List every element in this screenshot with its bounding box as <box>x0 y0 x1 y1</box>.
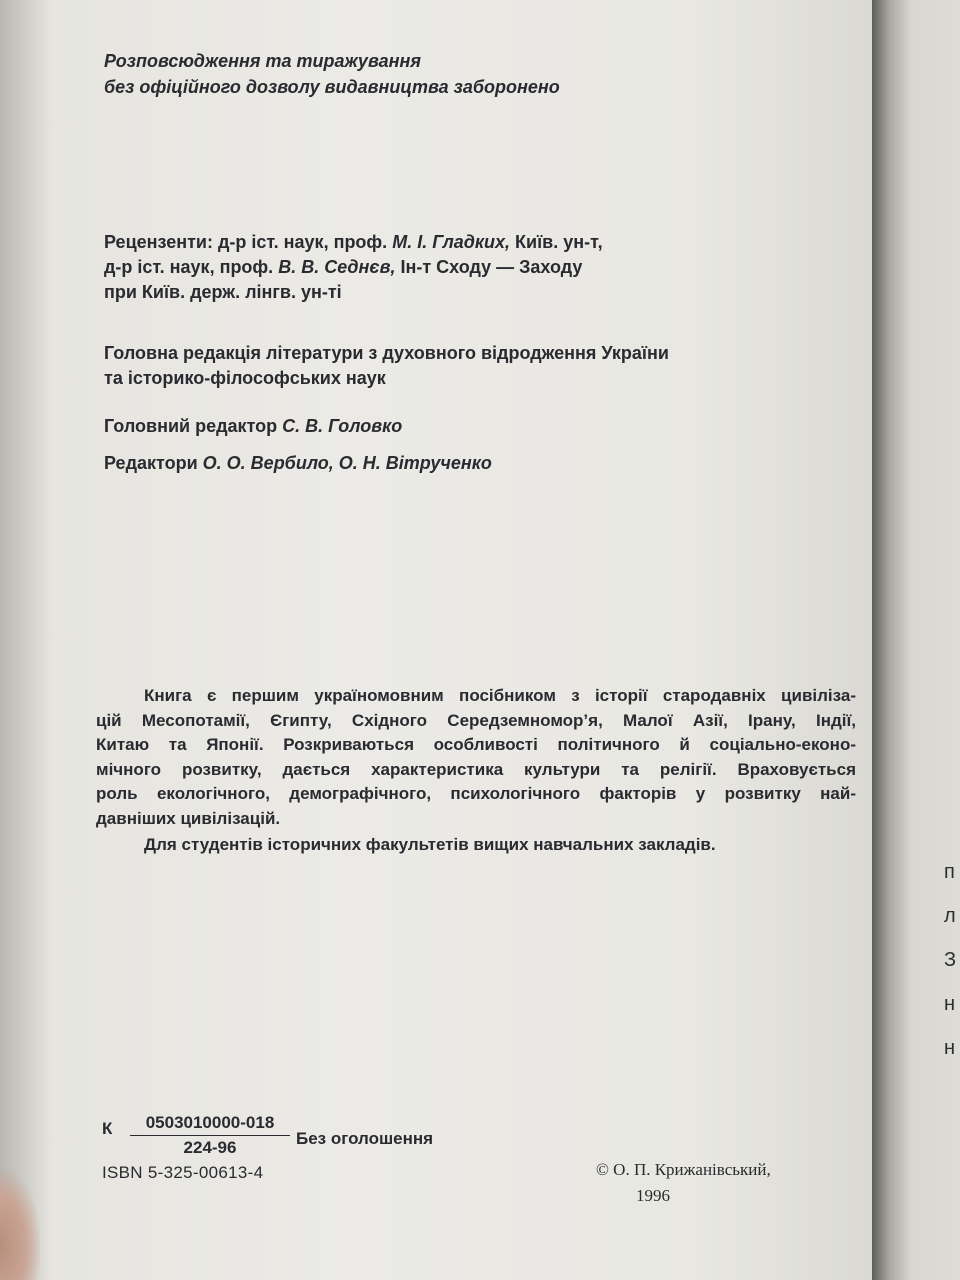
copyright <box>596 1157 771 1209</box>
catalog-numerator: 0503010000-018 <box>130 1112 290 1136</box>
editors <box>104 451 492 476</box>
thumb <box>0 1170 40 1280</box>
chief-editor-label: Головний редактор <box>104 416 278 436</box>
edition-office <box>104 341 669 391</box>
copyright-year: 1996 <box>636 1186 670 1205</box>
catalog-denominator: 224-96 <box>183 1138 237 1157</box>
facing-page-fragment <box>944 850 960 1070</box>
reviewer-line-1 <box>104 230 603 255</box>
editors-names: О. О. Вербило, О. Н. Вітрученко <box>202 453 492 473</box>
reviewer-2-affiliation-cont: при Київ. держ. лінгв. ун-ті <box>104 282 342 302</box>
reviewers-block <box>104 230 603 305</box>
reviewer-2-title: д-р іст. наук, проф. <box>104 257 274 277</box>
editors-label: Редактори <box>104 453 198 473</box>
edition-line-2: та історико-філософських наук <box>104 368 386 388</box>
abstract-line: мічного розвитку, дається характеристика культури та релігії. Враховується <box>96 759 856 779</box>
reviewer-line-2 <box>104 255 603 280</box>
fragment-char: п <box>944 861 955 883</box>
fragment-char: З <box>944 949 957 971</box>
catalog-note: Без оголошення <box>296 1129 434 1148</box>
facing-page-edge <box>872 0 960 1280</box>
catalog-letter: К <box>102 1119 113 1138</box>
notice-line-1: Розповсюдження та тиражування <box>104 51 421 71</box>
reviewer-2-affiliation: Ін-т Сходу — Заходу <box>400 257 583 277</box>
abstract-line: Книга є першим україномовним посібником з історії стародавніх цивіліза- <box>144 686 856 705</box>
fragment-char: н <box>944 993 956 1015</box>
reviewer-1-title: д-р іст. наук, проф. <box>218 232 388 252</box>
abstract-line: Китаю та Японії. Розкриваються особливості політичного й соціально-еконо- <box>96 735 856 754</box>
chief-editor <box>104 414 402 439</box>
notice-line-2: без офіційного дозволу видавництва заборонено <box>104 77 560 97</box>
copyright-holder: © О. П. Крижанівський, <box>596 1160 771 1179</box>
reviewers-label: Рецензенти: <box>104 232 213 252</box>
reviewer-1-affiliation: Київ. ун-т, <box>515 232 603 252</box>
isbn: ISBN 5-325-00613-4 <box>102 1163 264 1182</box>
fragment-char: л <box>944 905 956 927</box>
edition-line-1: Головна редакція літератури з духовного відродження України <box>104 343 669 363</box>
copyright-notice <box>104 48 560 100</box>
abstract-line: цій Месопотамії, Єгипту, Східного Середземномор’я, Малої Азії, Ірану, Індії, <box>96 710 856 730</box>
reviewer-2-name: В. В. Седнєв, <box>278 257 396 277</box>
chief-editor-name: С. В. Головко <box>282 416 403 436</box>
catalog-fraction <box>130 1112 290 1159</box>
reviewer-1-name: М. І. Гладких, <box>392 232 511 252</box>
fragment-char: н <box>944 1037 956 1059</box>
abstract-line: давніших цивілізацій. <box>96 808 281 828</box>
audience-note: Для студентів історичних факультетів вищих навчальних закладів. <box>144 835 716 854</box>
abstract <box>96 684 856 858</box>
abstract-line: роль екологічного, демографічного, психологічного факторів у розвитку най- <box>96 784 856 803</box>
